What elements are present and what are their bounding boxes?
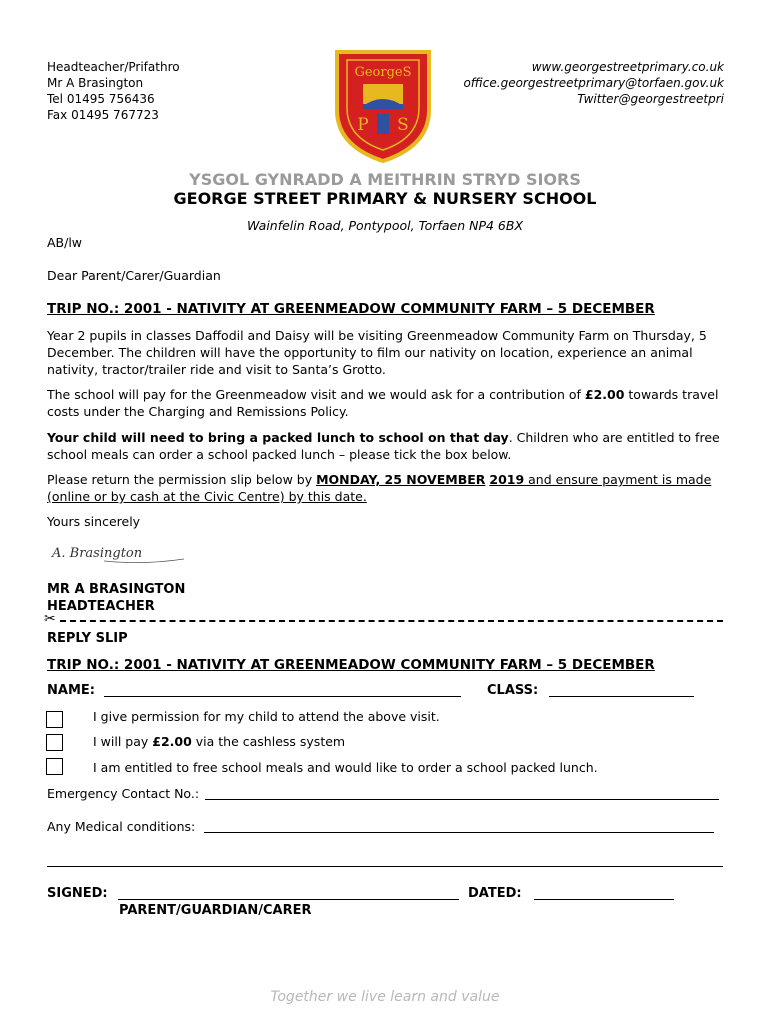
headteacher-title: Headteacher/Prifathro xyxy=(47,60,180,74)
name-field[interactable] xyxy=(104,696,461,697)
email: office.georgestreetprimary@torfaen.gov.uk xyxy=(463,76,724,90)
payment-label: I will pay £2.00 via the cashless system xyxy=(93,734,346,749)
signer-role: PARENT/GUARDIAN/CARER xyxy=(119,903,312,918)
salutation: Dear Parent/Carer/Guardian xyxy=(47,268,221,283)
class-label: CLASS: xyxy=(487,683,539,698)
crest-left-letter: P xyxy=(357,115,369,135)
date-field[interactable] xyxy=(534,899,674,900)
scissors-icon: ✂ xyxy=(44,611,56,627)
school-welsh-name: YSGOL GYNRADD A MEITHRIN STRYD SIORS xyxy=(189,170,581,189)
signer-title: HEADTEACHER xyxy=(47,599,155,614)
name-label: NAME: xyxy=(47,683,95,698)
crest-top-text: GeorgeS xyxy=(354,65,412,80)
headteacher-signature xyxy=(44,535,189,570)
emergency-contact-field[interactable] xyxy=(205,799,719,800)
payment-amount: £2.00 xyxy=(152,734,192,749)
svg-text:A. Brasington: A. Brasington xyxy=(52,546,143,561)
trip-title: TRIP NO.: 2001 - NATIVITY AT GREENMEADOW COMMUNITY FARM – 5 DECEMBER xyxy=(47,301,655,317)
twitter: Twitter@georgestreetpri xyxy=(577,92,724,106)
reply-slip-heading: REPLY SLIP xyxy=(47,631,128,646)
letter-reference: AB/lw xyxy=(47,235,83,250)
fax: Fax 01495 767723 xyxy=(47,108,159,122)
school-address: Wainfelin Road, Pontypool, Torfaen NP4 6BX xyxy=(246,218,524,233)
school-contact xyxy=(463,59,724,107)
free-meals-checkbox[interactable] xyxy=(46,758,63,775)
class-field[interactable] xyxy=(549,696,694,697)
school-motto: Together we live learn and value xyxy=(270,989,500,1005)
emergency-contact-label: Emergency Contact No.: xyxy=(47,786,200,801)
paragraph-payment: The school will pay for the Greenmeadow visit and we would ask for a contribution of £2.00 towards travel costs under the Charging and Remissions Policy. xyxy=(47,387,719,419)
dated-label: DATED: xyxy=(468,886,522,901)
payment-checkbox[interactable] xyxy=(46,734,63,751)
crest-right-letter: S xyxy=(397,115,409,135)
signer-block xyxy=(47,581,185,615)
paragraph-return: Please return the permission slip below by MONDAY, 25 NOVEMBER 2019 and ensure payment is made (online or by cash at the Civic Centre) by this date. xyxy=(47,472,712,504)
school-english-name: GEORGE STREET PRIMARY & NURSERY SCHOOL xyxy=(173,189,597,208)
free-meals-label: I am entitled to free school meals and would like to order a school packed lunch. xyxy=(93,760,598,775)
closing: Yours sincerely xyxy=(47,514,141,529)
headteacher-name: Mr A Brasington xyxy=(47,76,144,90)
permission-checkbox[interactable] xyxy=(46,711,63,728)
signature-field[interactable] xyxy=(118,899,459,900)
permission-label: I give permission for my child to attend the above visit. xyxy=(93,709,440,724)
signed-label: SIGNED: xyxy=(47,886,108,901)
medical-conditions-field[interactable] xyxy=(204,832,714,833)
cut-line xyxy=(60,620,723,622)
packed-lunch-notice: Your child will need to bring a packed lunch to school on that day xyxy=(47,430,509,445)
paragraph-lunch: Your child will need to bring a packed lunch to school on that day. Children who are entitled to free school meals can order a school packed lunch – please tick the box below. xyxy=(47,430,720,462)
return-deadline: MONDAY, 25 NOVEMBER xyxy=(316,472,486,487)
headteacher-contact xyxy=(47,59,180,123)
medical-conditions-extra-line[interactable] xyxy=(47,866,723,867)
contribution-amount: £2.00 xyxy=(584,387,625,402)
school-crest-logo xyxy=(333,48,433,164)
reply-trip-title: TRIP NO.: 2001 - NATIVITY AT GREENMEADOW COMMUNITY FARM – 5 DECEMBER xyxy=(47,657,655,673)
signer-name: MR A BRASINGTON xyxy=(47,582,186,597)
paragraph-visit: Year 2 pupils in classes Daffodil and Daisy will be visiting Greenmeadow Community Farm on Thursday, 5 December. The children will have the opportunity to film our nativity on location, experience an animal nativity, tractor/trailer ride and visit to Santa’s Grotto. xyxy=(47,328,707,377)
medical-conditions-label: Any Medical conditions: xyxy=(47,819,196,834)
website: www.georgestreetprimary.co.uk xyxy=(531,60,724,74)
telephone: Tel 01495 756436 xyxy=(47,92,155,106)
